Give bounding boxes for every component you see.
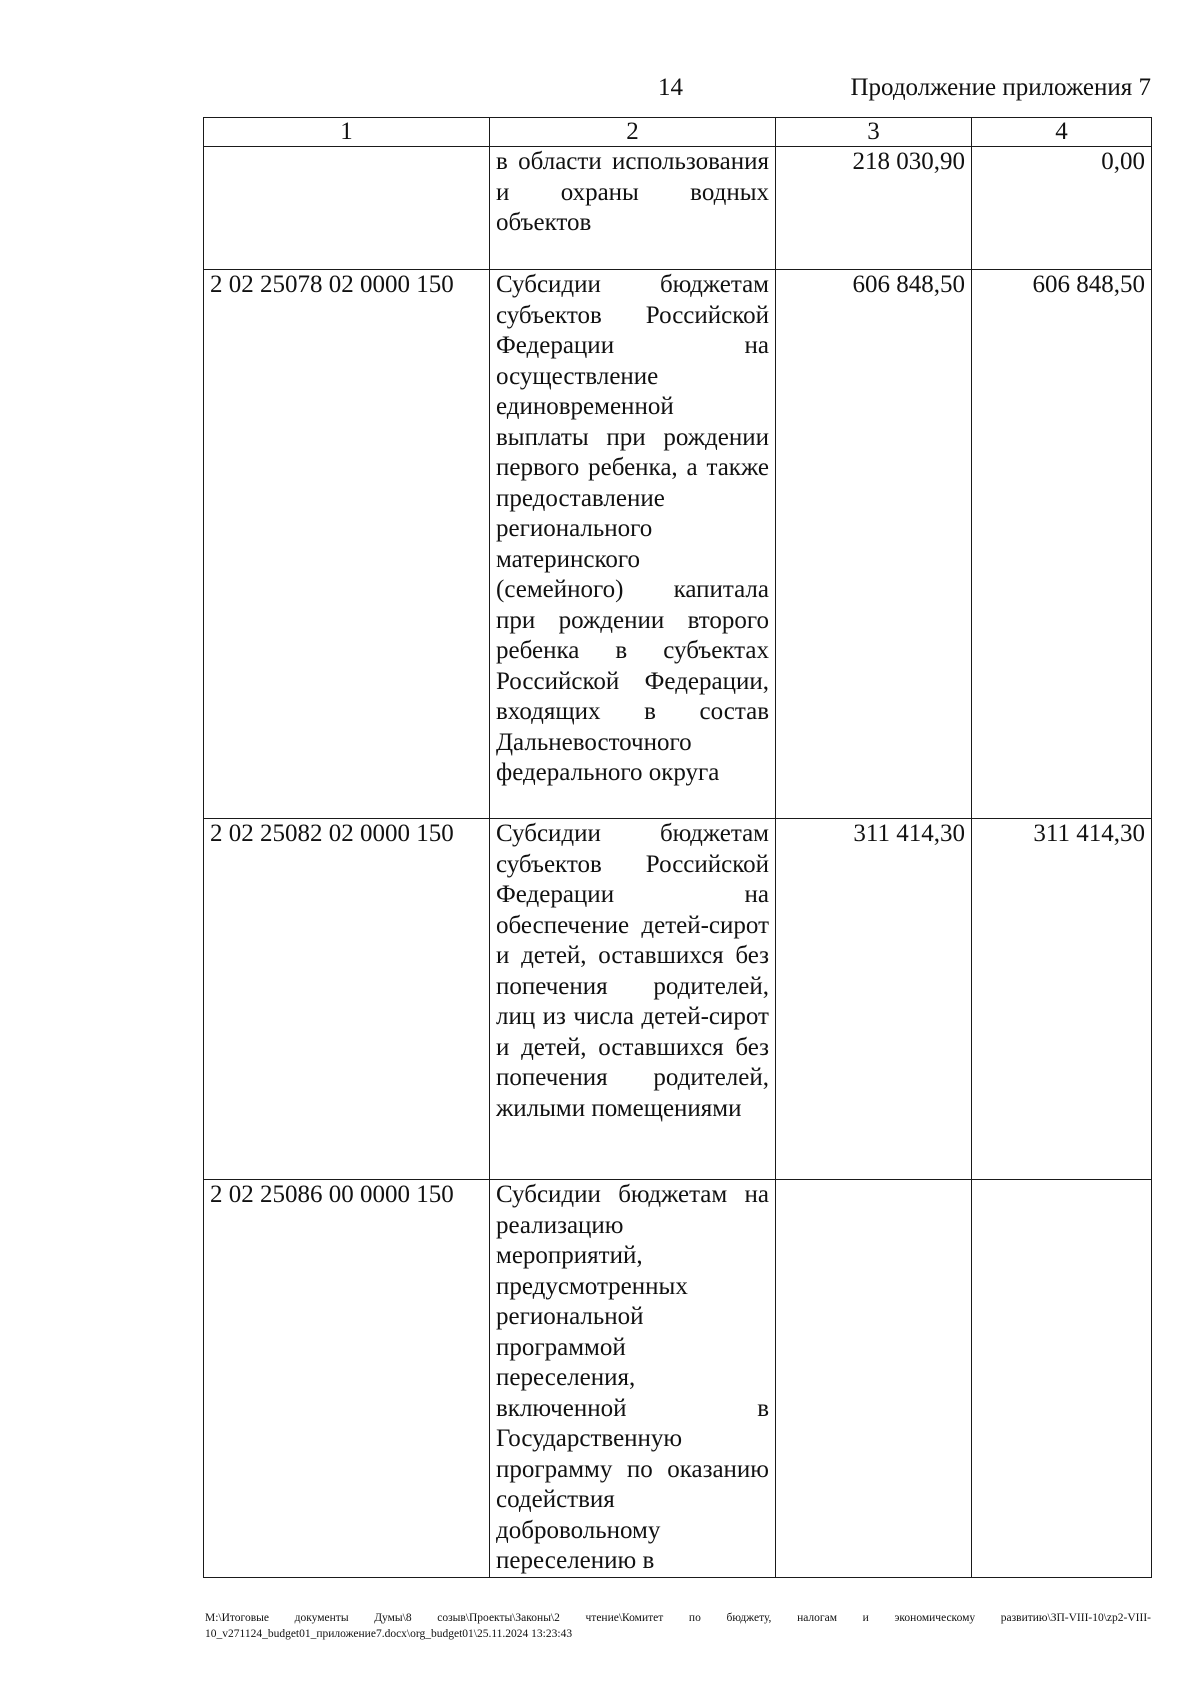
- column-number-4: 4: [972, 118, 1152, 147]
- page-number: 14: [658, 74, 683, 101]
- amount-col4-cell: 606 848,50: [972, 270, 1152, 819]
- budget-code-cell: 2 02 25082 02 0000 150: [204, 819, 490, 1180]
- amount-col4-cell: [972, 1180, 1152, 1578]
- table-row: [204, 270, 1152, 819]
- budget-code-cell: 2 02 25078 02 0000 150: [204, 270, 490, 819]
- table-row: [204, 147, 1152, 270]
- footer-file-path: M:\Итоговые документы Думы\8 созыв\Проекты\Законы\2 чтение\Комитет по бюджету, налогам и экономическому развитию\ЗП-VIII-10\zp2-VIII-10_v271124_budget01_приложение7.docx\org_budget01\25.11.2024 13:23:43: [205, 1612, 1151, 1640]
- description-cell: Субсидии бюджетам субъектов Российской Федерации на осуществление единовременной выплаты при рождении первого ребенка, а также предоставление регионального материнского (семейного) капитала при рождении второго ребенка в субъектах Российской Федерации, входящих в состав Дальневосточного федерального округа: [490, 270, 776, 819]
- amount-col3-cell: 311 414,30: [776, 819, 972, 1180]
- column-number-2: 2: [490, 118, 776, 147]
- column-number-3: 3: [776, 118, 972, 147]
- amount-col3-cell: 218 030,90: [776, 147, 972, 270]
- table-row: [204, 1180, 1152, 1578]
- column-number-row: [204, 118, 1152, 147]
- budget-code-cell: [204, 147, 490, 270]
- amount-col4-cell: 311 414,30: [972, 819, 1152, 1180]
- description-cell: Субсидии бюджетам субъектов Российской Федерации на обеспечение детей-сирот и детей, оставшихся без попечения родителей, лиц из числа детей-сирот и детей, оставшихся без попечения родителей, жилыми помещениями: [490, 819, 776, 1180]
- continuation-title: Продолжение приложения 7: [850, 74, 1151, 101]
- amount-col3-cell: 606 848,50: [776, 270, 972, 819]
- budget-code-cell: 2 02 25086 00 0000 150: [204, 1180, 490, 1578]
- table-row: [204, 819, 1152, 1180]
- amount-col3-cell: [776, 1180, 972, 1578]
- column-number-1: 1: [204, 118, 490, 147]
- budget-table: [203, 117, 1152, 1578]
- description-cell: в области использования и охраны водных объектов: [490, 147, 776, 270]
- amount-col4-cell: 0,00: [972, 147, 1152, 270]
- description-cell: Субсидии бюджетам на реализацию мероприятий, предусмотренных региональной программой переселения, включенной в Государственную программу по оказанию содействия добровольному переселению в: [490, 1180, 776, 1578]
